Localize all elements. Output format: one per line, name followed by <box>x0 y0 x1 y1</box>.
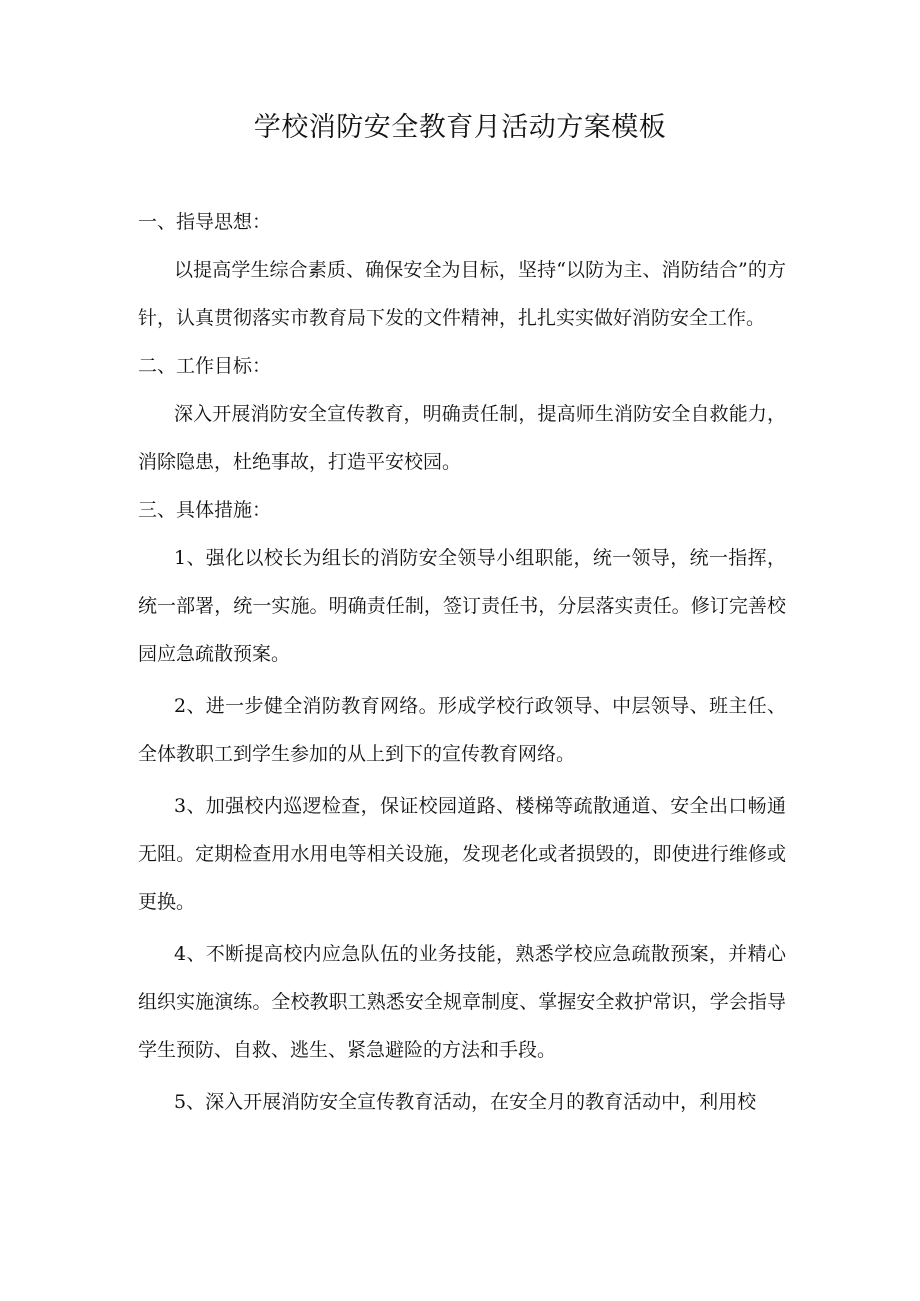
document-body <box>138 198 786 1130</box>
measure-item: 3、加强校内巡逻检查，保证校园道路、楼梯等疏散通道、安全出口畅通无阻。定期检查用水用电等相关设施，发现老化或者损毁的，即使进行维修或更换。 <box>138 795 786 913</box>
document-title: 学校消防安全教育月活动方案模板 <box>253 112 667 143</box>
section-heading-specific-measures: 三、具体措施： <box>138 499 272 521</box>
measure-item: 5、深入开展消防安全宣传教育活动，在安全月的教育活动中，利用校 <box>174 1091 757 1113</box>
section-heading-work-goals: 二、工作目标： <box>138 355 272 377</box>
section-paragraph: 深入开展消防安全宣传教育，明确责任制，提高师生消防安全自救能力，消除隐患，杜绝事故，打造平安校园。 <box>138 403 786 473</box>
measure-item: 2、进一步健全消防教育网络。形成学校行政领导、中层领导、班主任、全体教职工到学生参加的从上到下的宣传教育网络。 <box>138 695 786 765</box>
measure-item: 1、强化以校长为组长的消防安全领导小组职能，统一领导，统一指挥，统一部署，统一实施。明确责任制，签订责任书，分层落实责任。修订完善校园应急疏散预案。 <box>138 547 786 665</box>
section-paragraph: 以提高学生综合素质、确保安全为目标，坚持“以防为主、消防结合”的方针，认真贯彻落实市教育局下发的文件精神，扎扎实实做好消防安全工作。 <box>138 259 786 329</box>
section-heading-guiding-ideology: 一、指导思想： <box>138 211 272 233</box>
measure-item: 4、不断提高校内应急队伍的业务技能，熟悉学校应急疏散预案，并精心组织实施演练。全校教职工熟悉安全规章制度、掌握安全救护常识，学会指导学生预防、自救、逃生、紧急避险的方法和手段。 <box>138 943 786 1061</box>
